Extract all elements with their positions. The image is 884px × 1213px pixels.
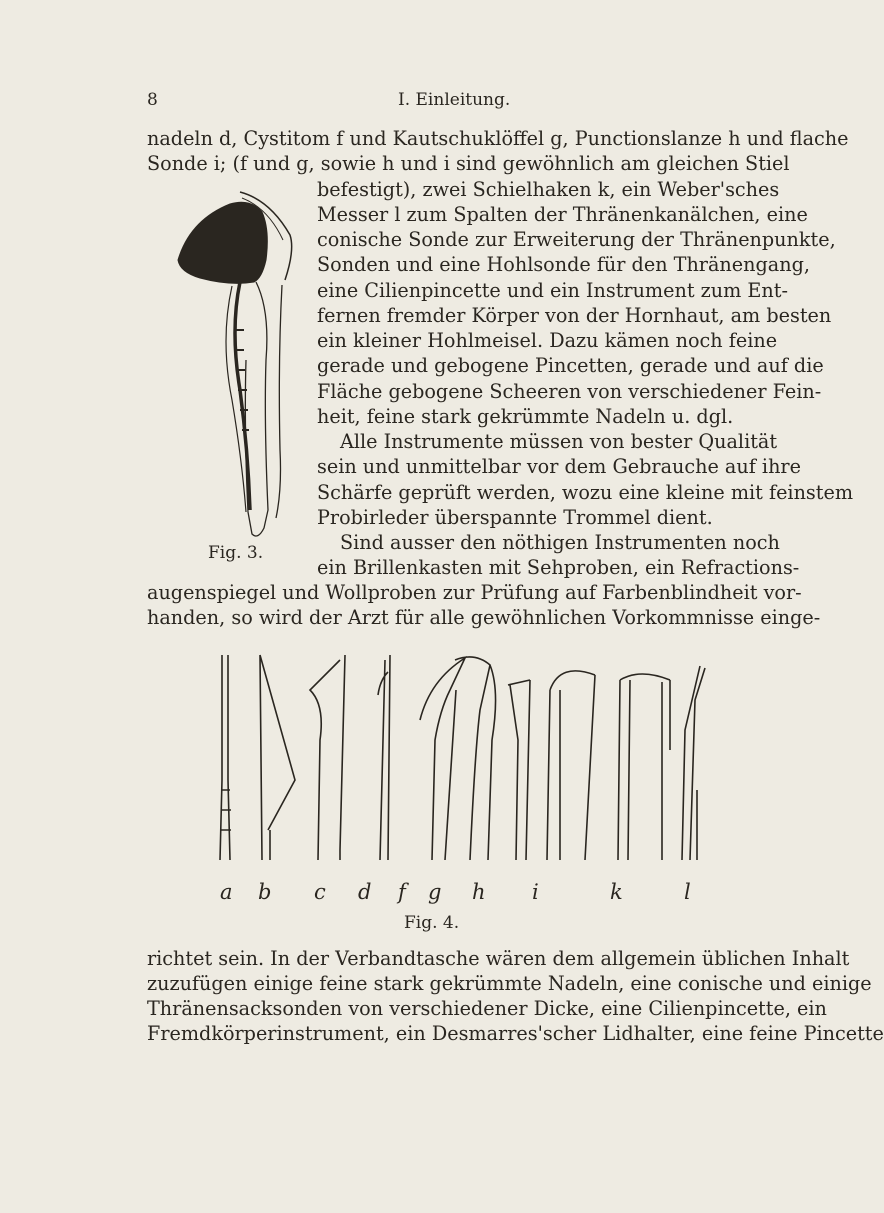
- instrument-i-drawing: [547, 671, 595, 860]
- fig4-label-l: l: [684, 880, 691, 904]
- text-line: Messer l zum Spalten der Thränenkanälchen, eine: [317, 203, 808, 226]
- text-line: heit, feine stark gekrümmte Nadeln u. dgl.: [317, 405, 734, 428]
- fig4-label-b: b: [258, 880, 272, 904]
- text-line: Fläche gebogene Scheeren von verschiedener Fein-: [317, 380, 822, 403]
- fig4-label-g: g: [428, 880, 442, 904]
- fig4-label-h: h: [472, 880, 486, 904]
- fig4-label-f: f: [398, 880, 406, 904]
- text-line: nadeln d, Cystitom f und Kautschuklöffel g, Punctionslanze h und flache: [147, 127, 849, 150]
- text-line: Sonden und eine Hohlsonde für den Thränengang,: [317, 253, 810, 276]
- running-title: I. Einleitung.: [398, 90, 511, 110]
- instrument-d-drawing: [378, 655, 390, 860]
- instrument-f-drawing: [420, 658, 465, 860]
- text-line: Sind ausser den nöthigen Instrumenten noch: [340, 531, 780, 554]
- instrument-g-drawing: [455, 657, 496, 860]
- fig4-label-i: i: [532, 880, 539, 904]
- fig4-label-d: d: [358, 880, 372, 904]
- text-line: ein Brillenkasten mit Sehproben, ein Refractions-: [317, 556, 800, 579]
- fig3-caption: Fig. 3.: [208, 543, 264, 563]
- fig4-illustration: [200, 650, 720, 860]
- text-line: sein und unmittelbar vor dem Gebrauche auf ihre: [317, 455, 801, 478]
- cilia-forceps-drawing: [178, 192, 292, 536]
- fig4-caption: Fig. 4.: [404, 913, 460, 933]
- page-number: 8: [147, 90, 158, 110]
- text-line: richtet sein. In der Verbandtasche wären dem allgemein üblichen Inhalt: [147, 947, 850, 970]
- text-line: Fremdkörperinstrument, ein Desmarres'scher Lidhalter, eine feine Pincette: [147, 1022, 884, 1045]
- instrument-b-drawing: [260, 655, 295, 860]
- text-line: handen, so wird der Arzt für alle gewöhnlichen Vorkommnisse einge-: [147, 606, 821, 629]
- text-line: eine Cilienpincette und ein Instrument zum Ent-: [317, 279, 788, 302]
- fig4-label-k: k: [610, 880, 623, 904]
- instrument-h-drawing: [508, 680, 530, 860]
- text-line: zuzufügen einige feine stark gekrümmte Nadeln, eine conische und einige: [147, 972, 872, 995]
- text-line: Probirleder überspannte Trommel dient.: [317, 506, 713, 529]
- fig4-label-a: a: [220, 880, 233, 904]
- instrument-l-drawing: [682, 666, 705, 860]
- text-line: augenspiegel und Wollproben zur Prüfung auf Farbenblindheit vor-: [147, 581, 802, 604]
- instrument-c-drawing: [310, 655, 345, 860]
- instrument-a-drawing: [220, 655, 231, 860]
- instrument-k-drawing: [618, 674, 670, 860]
- text-line: Alle Instrumente müssen von bester Qualität: [340, 430, 778, 453]
- text-line: Schärfe geprüft werden, wozu eine kleine mit feinstem: [317, 481, 854, 504]
- text-line: Thränensacksonden von verschiedener Dicke, eine Cilienpincette, ein: [147, 997, 827, 1020]
- text-line: conische Sonde zur Erweiterung der Thränenpunkte,: [317, 228, 836, 251]
- text-line: Sonde i; (f und g, sowie h und i sind gewöhnlich am gleichen Stiel: [147, 152, 790, 175]
- fig4-label-c: c: [314, 880, 326, 904]
- text-line: befestigt), zwei Schielhaken k, ein Weber'sches: [317, 178, 780, 201]
- fig3-illustration: [170, 190, 310, 550]
- text-line: ein kleiner Hohlmeisel. Dazu kämen noch feine: [317, 329, 778, 352]
- text-line: fernen fremder Körper von der Hornhaut, am besten: [317, 304, 832, 327]
- text-line: gerade und gebogene Pincetten, gerade und auf die: [317, 354, 824, 377]
